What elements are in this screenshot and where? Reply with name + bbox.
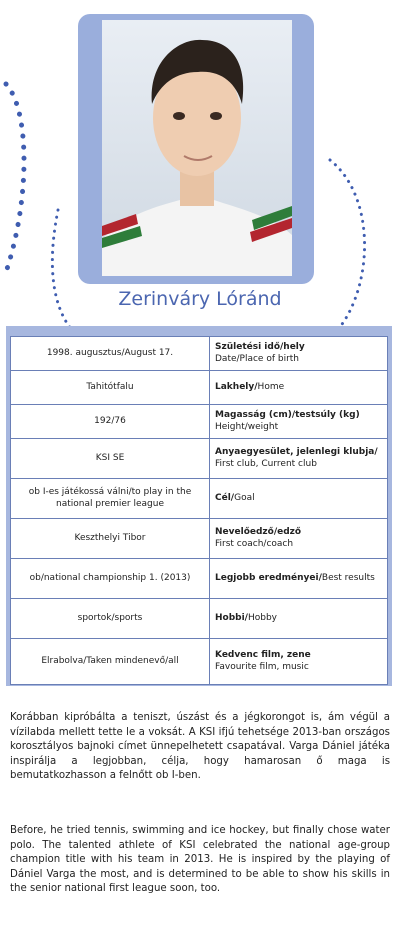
portrait-frame [78, 14, 314, 284]
profile-label [210, 519, 388, 559]
table-row [11, 519, 388, 559]
profile-table [10, 336, 388, 685]
table-row [11, 405, 388, 439]
profile-value: Elrabolva/Taken mindenevő/all [11, 639, 210, 685]
athlete-name: Zerinváry Lóránd [118, 288, 282, 310]
table-row [11, 479, 388, 519]
profile-label [210, 337, 388, 371]
profile-value: 1998. augusztus/August 17. [11, 337, 210, 371]
table-row [11, 439, 388, 479]
table-row [11, 599, 388, 639]
profile-label-en: Date/Place of birth [215, 353, 300, 364]
profile-label-en: First club, Current club [215, 458, 317, 469]
profile-label-hu: Magasság (cm)/testsúly (kg) [215, 410, 360, 421]
profile-label-en: Height/weight [215, 421, 279, 432]
profile-value: Keszthelyi Tibor [11, 519, 210, 559]
profile-label-en: First coach/coach [215, 538, 294, 549]
profile-value: ob I-es játékossá válni/to play in the national premier league [11, 479, 210, 519]
profile-label-hu: Lakhely/ [215, 381, 258, 392]
profile-value: sportok/sports [11, 599, 210, 639]
profile-label-en: Hobby [247, 612, 278, 623]
table-row [11, 337, 388, 371]
profile-value: ob/national championship 1. (2013) [11, 559, 210, 599]
table-row [11, 371, 388, 405]
bio-paragraph-hungarian: Korábban kipróbálta a teniszt, úszást és a jégkorongot is, ám végül a vízilabda mellett tette le a voksát. A KSI ifjú tehetsége 2013-ban országos korosztályos bajnoki címet ünnepelhetett csapatával. Varga Dániel játéka inspirálja a legjobban, célja, hogy hamarosan ő maga is bemutatkozhasson a felnőtt ob I-ben. [10, 712, 390, 782]
athlete-portrait-illustration [102, 20, 292, 276]
bio-paragraph-english: Before, he tried tennis, swimming and ice hockey, but finally chose water polo. The talented athlete of KSI celebrated the national age-group champion title with his team in 2013. He is inspired by the playing of Dániel Varga the most, and is determined to be able to show his skills in the senior national first league soon, too. [10, 825, 390, 895]
profile-label [210, 479, 388, 519]
profile-label-hu: Cél/ [215, 492, 235, 503]
profile-value: 192/76 [11, 405, 210, 439]
profile-label-en: Home [257, 381, 285, 392]
profile-table-panel [6, 326, 392, 686]
profile-label-hu: Születési idő/hely [215, 342, 305, 353]
profile-label [210, 639, 388, 685]
profile-label [210, 371, 388, 405]
table-row [11, 639, 388, 685]
profile-label-en: Best results [321, 572, 375, 583]
profile-label-en: Goal [234, 492, 255, 503]
profile-label [210, 599, 388, 639]
profile-value: KSI SE [11, 439, 210, 479]
profile-label [210, 559, 388, 599]
table-row [11, 559, 388, 599]
profile-label-hu: Kedvenc film, zene [215, 650, 311, 661]
profile-label-hu: Hobbi/ [215, 612, 248, 623]
profile-label [210, 405, 388, 439]
profile-label-hu: Nevelőedző/edző [215, 527, 302, 538]
profile-value: Tahitótfalu [11, 371, 210, 405]
profile-label-hu: Legjobb eredményei/ [215, 572, 322, 583]
profile-label [210, 439, 388, 479]
athlete-portrait-photo [102, 20, 292, 276]
profile-label-hu: Anyaegyesület, jelenlegi klubja/ [215, 447, 378, 458]
profile-label-en: Favourite film, music [215, 661, 309, 672]
